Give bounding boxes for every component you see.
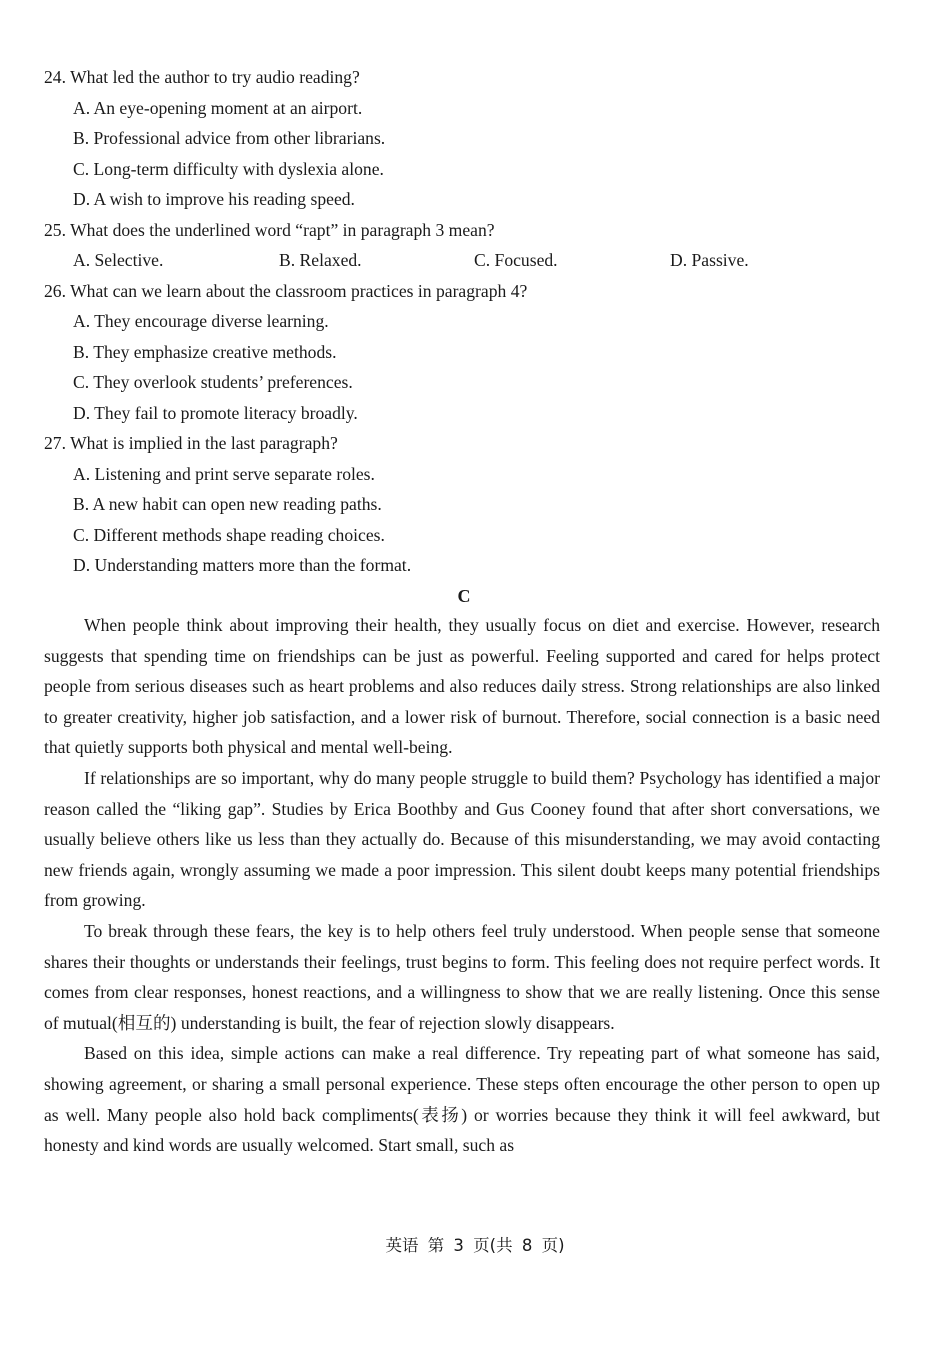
- question-stem-26: 26. What can we learn about the classroom practices in paragraph 4?: [44, 280, 528, 301]
- passage-paragraph-2: If relationships are so important, why do many people struggle to build them? Psychology has identified a major reason called the “liking gap”. Studies by Erica Boothby and Gus Cooney found that after short conversations, we usually believe others like us less than they actually do. Because of this misunderstanding, we may avoid contacting new friends again, wrongly assuming we made a poor impression. This silent doubt keeps many potential friendships from growing.: [44, 767, 880, 911]
- option-26-d: D. They fail to promote literacy broadly.: [73, 402, 358, 423]
- option-24-a: A. An eye-opening moment at an airport.: [73, 97, 363, 118]
- option-27-a: A. Listening and print serve separate roles.: [73, 463, 375, 484]
- question-stem-24: 24. What led the author to try audio reading?: [44, 67, 360, 87]
- option-26-a: A. They encourage diverse learning.: [73, 311, 329, 331]
- passage-c: [44, 610, 880, 1161]
- option-27-b: B. A new habit can open new reading paths.: [73, 494, 382, 514]
- options-row-25: [44, 245, 884, 276]
- option-24-c: C. Long-term difficulty with dyslexia alone.: [73, 158, 384, 179]
- question-stem-25: 25. What does the underlined word “rapt” in paragraph 3 mean?: [44, 219, 495, 240]
- option-26-b: B. They emphasize creative methods.: [73, 341, 337, 362]
- passage-paragraph-3: To break through these fears, the key is to help others feel truly understood. When people sense that someone shares their thoughts or understands their feelings, trust begins to form. This feeling does not require perfect words. It comes from clear responses, honest reactions, and a willingness to show that we are really listening. Once this sense of mutual(相互的) understanding is built, the fear of rejection slowly disappears.: [44, 920, 880, 1033]
- option-25-d: D. Passive.: [670, 250, 749, 270]
- passage-paragraph-4: Based on this idea, simple actions can make a real difference. Try repeating part of what someone has said, showing agreement, or sharing a small personal experience. These steps often encourage the other person to open up as well. Many people also hold back compliments(表扬) or worries because they think it will feel awkward, but honesty and kind words are usually welcomed. Start small, such as: [44, 1043, 880, 1156]
- question-list: [44, 62, 884, 611]
- option-24-d: D. A wish to improve his reading speed.: [73, 189, 355, 209]
- passage-paragraph-1: When people think about improving their health, they usually focus on diet and exercise. However, research suggests that spending time on friendships can be just as powerful. Feeling supported and cared for helps protect people from serious diseases such as heart problems and also reduces daily stress. Strong relationships are also linked to greater creativity, higher job satisfaction, and a lower risk of burnout. Therefore, social connection is a basic need that quietly supports both physical and mental well-being.: [44, 615, 880, 758]
- option-27-d: D. Understanding matters more than the format.: [73, 555, 412, 575]
- option-25-c: C. Focused.: [474, 250, 558, 270]
- option-25-b: B. Relaxed.: [279, 250, 362, 270]
- option-26-c: C. They overlook students’ preferences.: [73, 372, 353, 392]
- option-24-b: B. Professional advice from other librarians.: [73, 128, 386, 148]
- page-footer: 英语 第 3 页(共 8 页): [385, 1236, 565, 1255]
- option-27-c: C. Different methods shape reading choices.: [73, 524, 385, 545]
- question-stem-27: 27. What is implied in the last paragraph?: [44, 433, 338, 453]
- section-label: C: [457, 585, 471, 606]
- option-25-a: A. Selective.: [73, 250, 164, 270]
